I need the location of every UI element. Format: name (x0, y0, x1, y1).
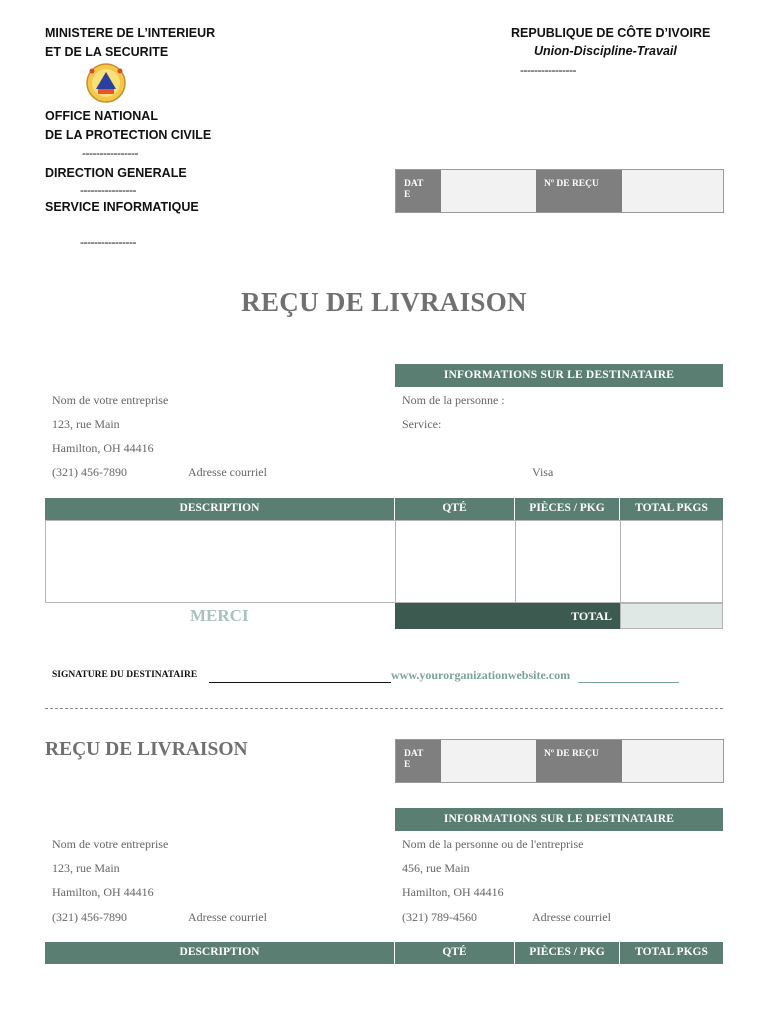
col-description: DESCRIPTION (45, 498, 395, 520)
recipient-email-label: Adresse courriel (532, 910, 611, 924)
civil-protection-logo (82, 61, 130, 105)
items-table-header (45, 498, 723, 520)
receipt-title: REÇU DE LIVRAISON (241, 287, 527, 317)
total-label: TOTAL (395, 603, 620, 629)
total-pkgs-cell[interactable] (621, 521, 722, 602)
col-quantity: QTÉ (395, 942, 515, 964)
organization-website[interactable]: www.yourorganizationwebsite.com (391, 668, 571, 682)
sender-phone: (321) 456-7890 (52, 910, 127, 924)
recipient-service-label: Service: (402, 417, 442, 431)
col-description: DESCRIPTION (45, 942, 395, 964)
separator-dashes: ---------------- (80, 183, 136, 197)
col-total-pkgs: TOTAL PKGS (620, 942, 723, 964)
col-total-pkgs: TOTAL PKGS (620, 498, 723, 520)
date-label: DAT E (396, 740, 441, 782)
direction-name: DIRECTION GENERALE (45, 166, 187, 180)
col-pieces-per-pkg: PIÈCES / PKG (515, 498, 620, 520)
visa-label: Visa (532, 465, 554, 479)
sender-street: 123, rue Main (52, 861, 120, 875)
receipt-number-label: Nº DE REÇU (536, 740, 622, 782)
ministry-line-2: ET DE LA SECURITE (45, 45, 169, 59)
ministry-name (45, 24, 215, 62)
cut-line (45, 708, 723, 709)
sender-city: Hamilton, OH 44416 (52, 885, 154, 899)
sender-street: 123, rue Main (52, 417, 120, 431)
description-cell[interactable] (46, 521, 396, 602)
receipt-title-copy: REÇU DE LIVRAISON (45, 739, 248, 760)
col-pieces-per-pkg: PIÈCES / PKG (515, 942, 620, 964)
sender-company: Nom de votre entreprise (52, 393, 169, 407)
receipt-meta-box (395, 169, 724, 213)
sender-phone: (321) 456-7890 (52, 465, 127, 479)
total-value-field[interactable] (620, 603, 723, 629)
recipient-person-label: Nom de la personne : (402, 393, 505, 407)
ministry-line-1: MINISTERE DE L’INTERIEUR (45, 26, 216, 40)
sender-company: Nom de votre entreprise (52, 837, 169, 851)
separator-dashes: ---------------- (520, 63, 576, 77)
office-name (45, 107, 211, 145)
signature-label: SIGNATURE DU DESTINATAIRE (52, 670, 198, 680)
col-quantity: QTÉ (395, 498, 515, 520)
pieces-cell[interactable] (516, 521, 621, 602)
separator-dashes: ---------------- (82, 146, 138, 160)
national-motto: Union-Discipline-Travail (534, 44, 677, 58)
website-underline (578, 682, 679, 683)
office-line-2: DE LA PROTECTION CIVILE (45, 128, 212, 142)
receipt-meta-box-copy (395, 739, 724, 783)
receipt-number-label: Nº DE REÇU (536, 170, 622, 212)
date-field[interactable] (441, 170, 536, 212)
items-table-body (45, 520, 723, 603)
service-name: SERVICE INFORMATIQUE (45, 200, 199, 214)
date-field[interactable] (441, 740, 536, 782)
signature-line[interactable] (209, 682, 391, 683)
receipt-number-field[interactable] (622, 740, 723, 782)
quantity-cell[interactable] (396, 521, 516, 602)
date-label: DAT E (396, 170, 441, 212)
separator-dashes: ---------------- (80, 235, 136, 249)
sender-email-label: Adresse courriel (188, 465, 267, 479)
recipient-city: Hamilton, OH 44416 (402, 885, 504, 899)
republic-name: REPUBLIQUE DE CÔTE D’IVOIRE (511, 26, 711, 40)
receipt-number-field[interactable] (622, 170, 723, 212)
recipient-phone: (321) 789-4560 (402, 910, 477, 924)
thank-you-text: MERCI (190, 606, 249, 625)
items-table-header-copy (45, 942, 723, 964)
sender-city: Hamilton, OH 44416 (52, 441, 154, 455)
sender-email-label: Adresse courriel (188, 910, 267, 924)
office-line-1: OFFICE NATIONAL (45, 109, 158, 123)
recipient-info-header: INFORMATIONS SUR LE DESTINATAIRE (395, 364, 723, 387)
recipient-street: 456, rue Main (402, 861, 470, 875)
recipient-info-header-copy: INFORMATIONS SUR LE DESTINATAIRE (395, 808, 723, 831)
logo-emblem-icon (82, 61, 130, 105)
recipient-company: Nom de la personne ou de l'entreprise (402, 837, 584, 851)
